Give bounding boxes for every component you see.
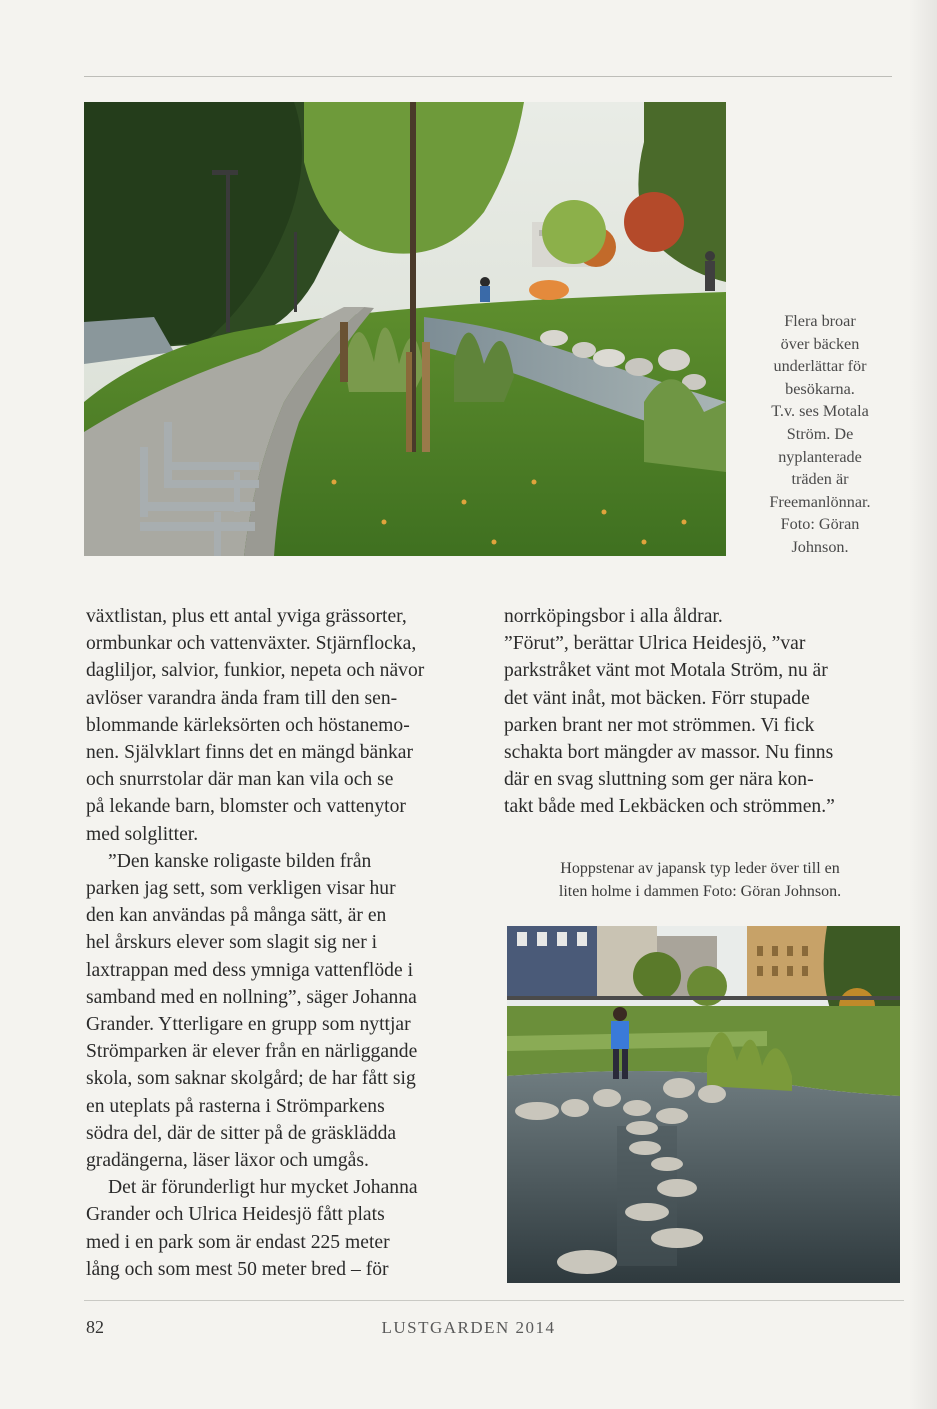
caption-line: nyplanterade xyxy=(778,447,862,466)
caption-line: träden är xyxy=(791,470,849,489)
article-line: med i en park som är endast 225 meter xyxy=(86,1231,390,1253)
caption-line: Ström. De xyxy=(786,424,854,443)
article-line: södra del, där de sitter på de gräsklädda xyxy=(86,1122,397,1144)
article-line: ”Den kanske roligaste bilden från xyxy=(108,850,372,872)
caption-line: liten holme i dammen Foto: Göran Johnson. xyxy=(558,882,842,900)
article-line: den kan användas på många sätt, är en xyxy=(86,905,387,927)
article-line: där en svag sluttning som ger nära kon- xyxy=(504,769,814,791)
article-line: på lekande barn, blomster och vattenytor xyxy=(86,796,406,818)
article-line: skola, som saknar skolgård; de har fått sig xyxy=(86,1068,416,1090)
caption-line: T.v. ses Motala xyxy=(771,402,869,421)
article-line: Grander och Ulrica Heidesjö fått plats xyxy=(86,1204,385,1226)
article-line: dagliljor, salvior, funkior, nepeta och nävor xyxy=(86,660,425,682)
article-line: med solglitter. xyxy=(86,823,199,845)
caption-line: Hoppstenar av japansk typ leder över till en xyxy=(560,860,840,877)
top-photo-caption xyxy=(740,310,900,559)
article-line: Det är förunderligt hur mycket Johanna xyxy=(108,1177,418,1199)
article-line: gradängerna, läser läxor och umgås. xyxy=(86,1150,369,1172)
article-line: avlöser varandra ända fram till den sen- xyxy=(86,687,398,709)
article-line: parken jag sett, som verkligen visar hur xyxy=(86,878,396,900)
article-line: växtlistan, plus ett antal yviga grässorter, xyxy=(86,606,407,627)
article-line: nen. Självklart finns det en mängd bänkar xyxy=(86,742,414,764)
article-column-left xyxy=(86,603,486,1283)
caption-line: Freemanlönnar. xyxy=(769,492,871,511)
article-line: parken brant ner mot strömmen. Vi fick xyxy=(504,714,815,736)
caption-line: Johnson. xyxy=(791,537,849,556)
stepping-stones-illustration xyxy=(507,926,900,1283)
stepping-stones-photo xyxy=(507,926,900,1283)
article-line: och snurrstolar där man kan vila och se xyxy=(86,769,394,791)
page-number: 82 xyxy=(86,1317,104,1337)
caption-line: underlättar för xyxy=(773,357,867,376)
article-line: ormbunkar och vattenväxter. Stjärnflocka, xyxy=(86,633,417,655)
article-line: en uteplats på rasterna i Strömparkens xyxy=(86,1095,385,1117)
park-stream-photo xyxy=(84,102,726,556)
article-line: hel årskurs elever som slagit sig ner i xyxy=(86,932,378,954)
page-edge-shadow xyxy=(909,0,937,1409)
article-line: norrköpingsbor i alla åldrar. xyxy=(504,606,723,627)
bottom-rule xyxy=(84,1300,904,1301)
article-line: blommande kärleksörten och höstanemo- xyxy=(86,714,410,736)
article-line: parkstråket vänt mot Motala Ström, nu är xyxy=(504,660,828,682)
magazine-footer: LUSTGARDEN 2014 xyxy=(381,1318,556,1337)
caption-line: över bäcken xyxy=(780,334,860,353)
article-line: Grander. Ytterligare en grupp som nyttjar xyxy=(86,1014,411,1036)
article-line: ”Förut”, berättar Ulrica Heidesjö, ”var xyxy=(504,633,806,655)
caption-line: besökarna. xyxy=(785,379,855,398)
article-line: takt både med Lekbäcken och strömmen.” xyxy=(504,796,835,818)
article-column-right xyxy=(504,603,904,821)
article-line: laxtrappan med dess ymniga vattenflöde i xyxy=(86,959,414,981)
caption-line: Flera broar xyxy=(784,312,856,330)
article-line: samband med en nollning”, säger Johanna xyxy=(86,986,417,1008)
article-line: Strömparken är elever från en närliggande xyxy=(86,1041,418,1063)
park-stream-illustration xyxy=(84,102,726,556)
bottom-photo-caption xyxy=(500,858,900,903)
caption-line: Foto: Göran xyxy=(780,515,860,534)
article-line: det vänt inåt, mot bäcken. Förr stupade xyxy=(504,687,810,709)
article-line: lång och som mest 50 meter bred – för xyxy=(86,1258,389,1280)
article-line: schakta bort mängder av massor. Nu finns xyxy=(504,742,834,764)
top-rule xyxy=(84,76,892,77)
